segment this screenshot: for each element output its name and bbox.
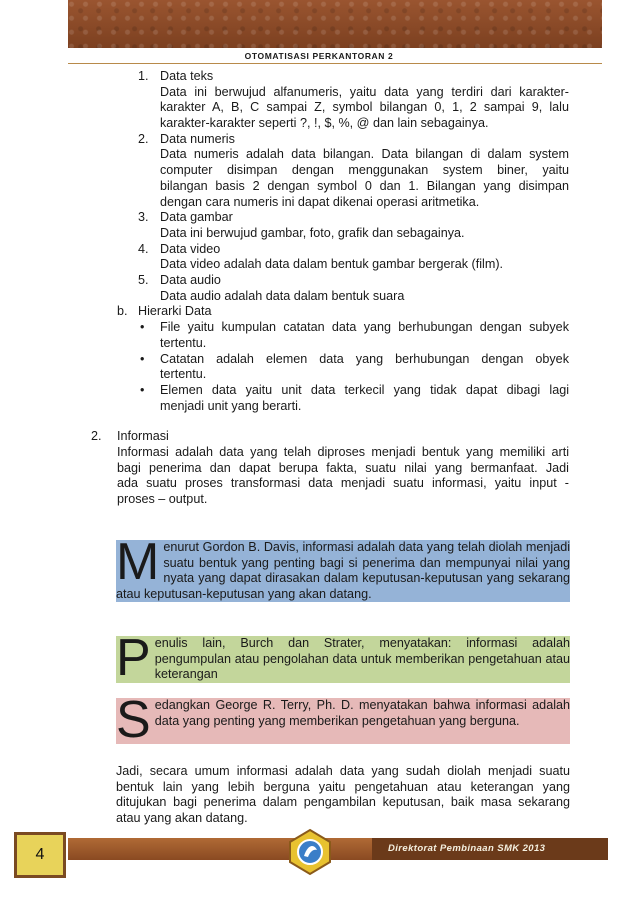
running-header-title: OTOMATISASI PERKANTORAN 2 (244, 51, 394, 61)
bullet-text: menjadi unit yang berarti. (160, 398, 302, 413)
bullet-text: Elemen data yaitu unit data terkecil yang tidak dapat dibagi lagi (160, 382, 569, 397)
footer-publisher: Direktorat Pembinaan SMK 2013 (388, 843, 546, 854)
quote-text: enurut Gordon B. Davis, informasi adalah data yang telah diolah menjadi suatu bentuk yang penting bagi si penerima dan mempunyai nilai yang nyata yang dapat dirasakan dalam keputusan-keputusan yang sekarang atau keputusan-keputusan yang akan datang. (116, 540, 570, 601)
drop-cap: P (116, 629, 151, 687)
page-number: 4 (35, 846, 45, 863)
hierarchy-marker: b. (117, 304, 128, 319)
data-type-title: Data teks (160, 69, 214, 83)
hierarchy-heading (0, 304, 638, 320)
informasi-line: proses – output. (117, 492, 208, 507)
data-type-desc-line: Data video adalah data dalam bentuk gambar bergerak (film). (160, 257, 504, 272)
quote-terry (116, 691, 570, 749)
data-types-list (0, 69, 638, 304)
bullet-text: tertentu. (160, 335, 207, 350)
quote-text: edangkan George R. Terry, Ph. D. menyatakan bahwa informasi adalah data yang penting yang memberikan pengetahuan yang berguna. (154, 698, 570, 728)
data-type-title: Data gambar (160, 210, 233, 225)
closing-paragraph: Jadi, secara umum informasi adalah data yang sudah diolah menjadi suatu bentuk lain yang lebih berguna yaitu pengetahuan atau keterangan yang ditujukan bagi penerima dalam pengambilan keputusan, baik masa sekarang atau yang akan datang. (116, 764, 570, 826)
quote-burch-strater (116, 629, 570, 687)
data-type-item (0, 210, 638, 226)
informasi-number: 2. (91, 429, 102, 444)
hierarchy-bullet-line (0, 336, 638, 352)
page-content (0, 69, 638, 508)
data-type-number: 2. (138, 131, 149, 146)
data-type-desc-line: dengan cara numeris ini dapat dikenai operasi aritmetika. (160, 194, 480, 209)
data-type-number: 5. (138, 273, 149, 288)
header-rule (68, 63, 602, 64)
hierarchy-title: Hierarki Data (138, 304, 212, 319)
tut-wuri-handayani-logo-icon (286, 828, 334, 876)
data-type-desc-line: computer disimpan dengan menggunakan system biner, yaitu (160, 163, 569, 178)
informasi-title: Informasi (117, 429, 169, 444)
bullet-text: tertentu. (160, 367, 207, 382)
informasi-paragraph (0, 445, 638, 508)
informasi-heading (0, 429, 638, 445)
informasi-line: bagi penerima dan dapat berupa fakta, suatu nilai yang bermanfaat. Jadi (117, 460, 569, 475)
bullet-text: File yaitu kumpulan catatan data yang berhubungan dengan subyek (160, 320, 569, 335)
quote-text: enulis lain, Burch dan Strater, menyatakan: informasi adalah pengumpulan atau pengolahan data untuk memberikan pengetahuan atau keterangan (154, 636, 570, 682)
data-type-title: Data numeris (160, 131, 235, 146)
data-type-desc-line: karakter A, B, C sampai Z, symbol bilangan 0, 1, 2 sampai 9, lalu (160, 100, 569, 115)
data-type-desc-line: bilangan basis 2 dengan symbol 0 dan 1. Bilangan yang disimpan (160, 178, 569, 193)
quote-davis (116, 533, 570, 602)
data-type-title: Data audio (160, 273, 221, 288)
data-type-desc-line: Data ini berwujud gambar, foto, grafik dan sebagainya. (160, 225, 465, 240)
data-type-item (0, 273, 638, 289)
hierarchy-bullets (0, 320, 638, 414)
data-type-number: 1. (138, 69, 149, 83)
hierarchy-bullet-line (0, 352, 638, 368)
bullet-icon: • (140, 320, 145, 335)
data-type-item (0, 69, 638, 85)
hierarchy-bullet-line (0, 320, 638, 336)
hierarchy-bullet-line (0, 367, 638, 383)
data-type-item (0, 242, 638, 258)
hierarchy-bullet-line (0, 383, 638, 399)
informasi-line: Informasi adalah data yang telah diproses menjadi bentuk yang memiliki arti (117, 445, 569, 460)
data-type-desc-line: Data numeris adalah data bilangan. Data bilangan di dalam system (160, 147, 569, 162)
page-number-box (14, 832, 66, 878)
data-type-desc-line: Data ini berwujud alfanumeris, yaitu data yang terdiri dari karakter- (160, 84, 569, 99)
hierarchy-bullet-line (0, 399, 638, 415)
data-type-desc-line: Data audio adalah data dalam bentuk suara (160, 288, 405, 303)
bullet-text: Catatan adalah elemen data yang berhubungan dengan obyek (160, 351, 569, 366)
data-type-title: Data video (160, 241, 221, 256)
header-decorative-band (68, 0, 602, 48)
data-type-number: 4. (138, 241, 149, 256)
data-type-number: 3. (138, 210, 149, 225)
informasi-line: ada suatu proses transformasi data menjadi suatu informasi, yaitu input - (117, 476, 569, 491)
data-type-item (0, 132, 638, 148)
data-type-desc-line: karakter-karakter seperti ?, !, $, %, @ dan lain sebagainya. (160, 116, 489, 131)
drop-cap: S (116, 691, 151, 749)
drop-cap: M (116, 533, 160, 591)
bullet-icon: • (140, 382, 145, 397)
bullet-icon: • (140, 351, 145, 366)
